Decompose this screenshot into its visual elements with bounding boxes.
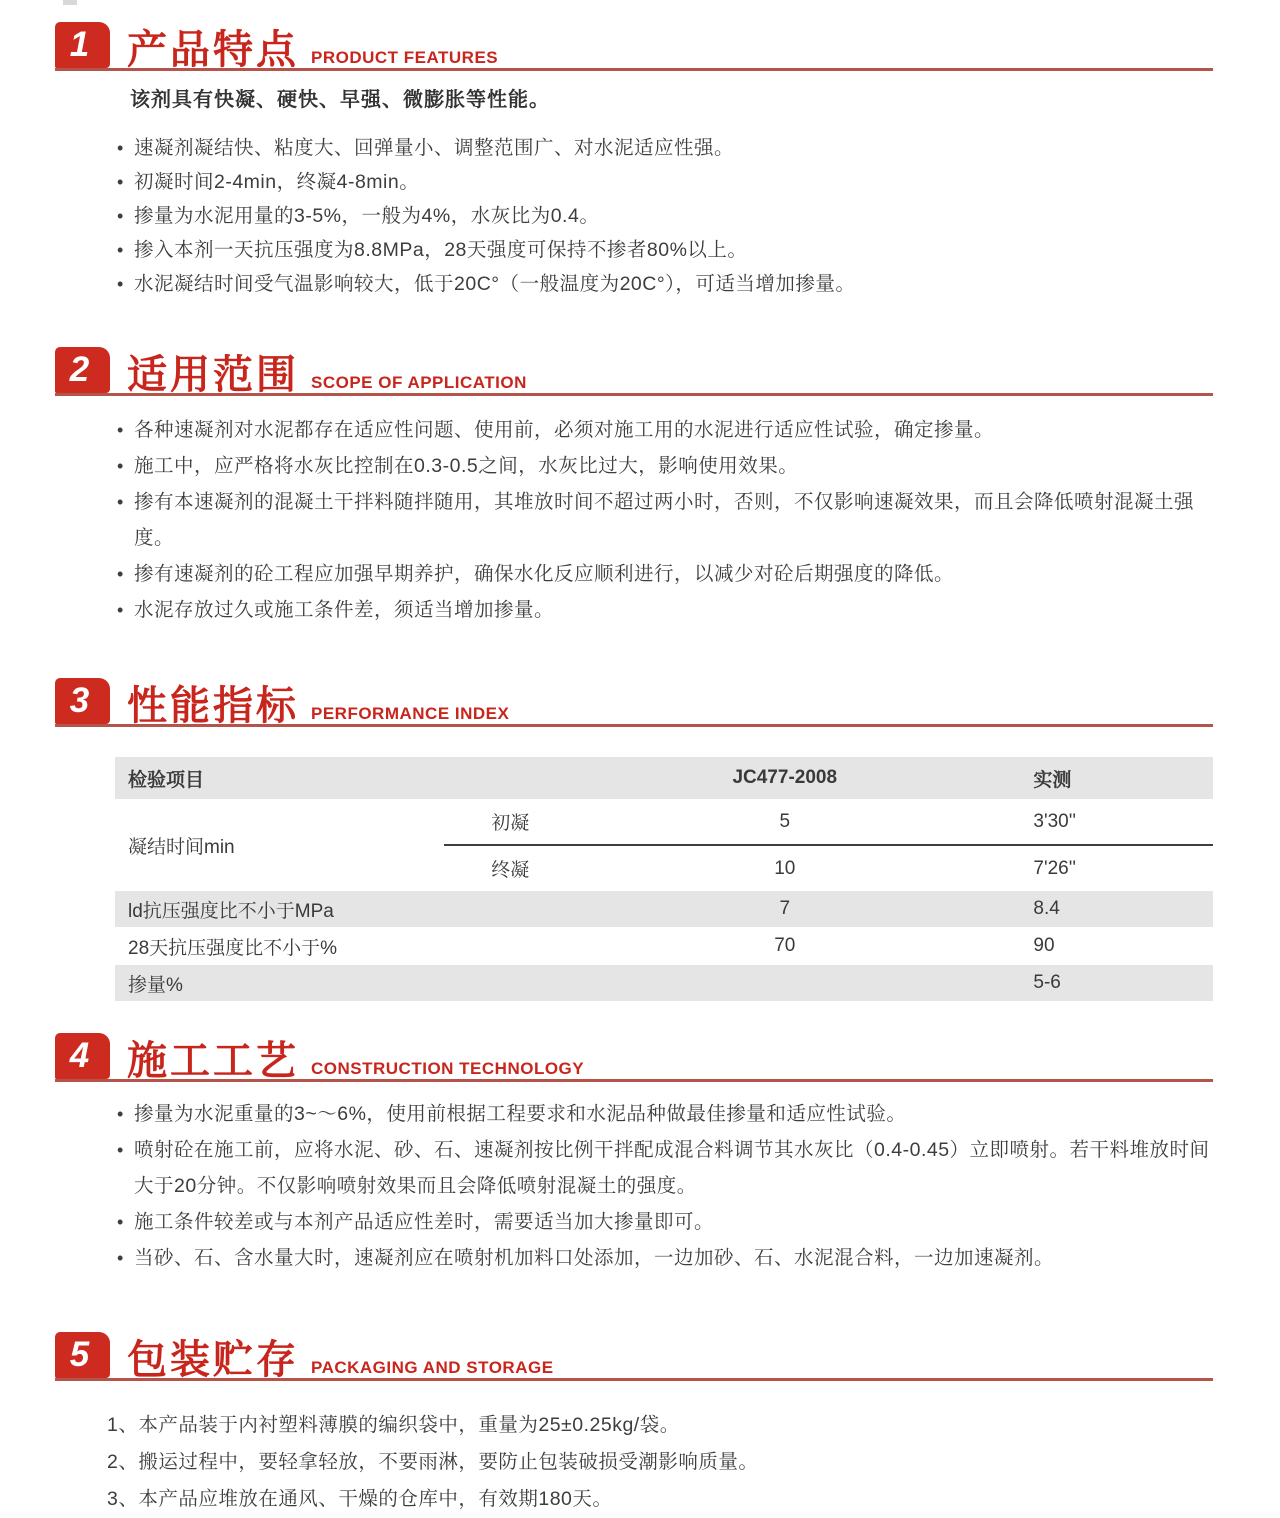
- table-header-cell: 检验项目: [128, 769, 205, 791]
- table-cell: [576, 965, 993, 1001]
- table-cell: 7'26'': [993, 845, 1213, 891]
- section-number-badge: 4: [55, 1033, 110, 1079]
- list-item: • 施工中，应严格将水灰比控制在0.3-0.5之间，水灰比过大，影响使用效果。: [115, 448, 1213, 484]
- section-header: [55, 347, 1213, 396]
- list-item: • 掺有本速凝剂的混凝土干拌料随拌随用，其堆放时间不超过两小时，否则，不仅影响速凝效果，而且会降低喷射混凝土强度。: [115, 484, 1213, 556]
- section-number-badge: 2: [55, 347, 110, 393]
- section-header: [55, 22, 1213, 71]
- list-item: • 初凝时间2-4min，终凝4-8min。: [115, 165, 1213, 199]
- table-cell: 掺量%: [128, 974, 183, 996]
- table-header-row: [115, 757, 1213, 799]
- table-cell: 5: [779, 810, 791, 832]
- section-title-en: CONSTRUCTION TECHNOLOGY: [311, 1059, 585, 1078]
- numbered-list: [107, 1407, 1213, 1518]
- section-title-zh: 性能指标: [127, 684, 299, 728]
- table-row: [115, 965, 1213, 1001]
- section-title-en: SCOPE OF APPLICATION: [311, 373, 527, 392]
- table-row: [115, 927, 1213, 965]
- bullet-list: [115, 412, 1213, 628]
- table-row: [115, 891, 1213, 927]
- section-header: [55, 678, 1213, 727]
- list-item: • 掺有速凝剂的砼工程应加强早期养护，确保水化反应顺利进行，以减少对砼后期强度的降低。: [115, 556, 1213, 592]
- list-item: • 当砂、石、含水量大时，速凝剂应在喷射机加料口处添加，一边加砂、石、水泥混合料，一边加速凝剂。: [115, 1240, 1213, 1276]
- list-item: • 掺入本剂一天抗压强度为8.8MPa，28天强度可保持不掺者80%以上。: [115, 233, 1213, 267]
- list-item: • 喷射砼在施工前，应将水泥、砂、石、速凝剂按比例干拌配成混合料调节其水灰比（0.4-0.45）立即喷射。若干料堆放时间大于20分钟。不仅影响喷射效果而且会降低喷射混凝土的强度。: [115, 1132, 1213, 1204]
- section-intro: 该剂具有快凝、硬快、早强、微膨胀等性能。: [130, 89, 550, 111]
- table-cell: ld抗压强度比不小于MPa: [128, 900, 334, 922]
- list-item: • 水泥存放过久或施工条件差，须适当增加掺量。: [115, 592, 1213, 628]
- table-cell: 8.4: [1033, 898, 1060, 919]
- list-item: • 速凝剂凝结快、粘度大、回弹量小、调整范围广、对水泥适应性强。: [115, 131, 1213, 165]
- performance-table: [115, 757, 1213, 1001]
- section-title-zh: 产品特点: [127, 28, 299, 72]
- list-item: • 掺量为水泥重量的3~～6%，使用前根据工程要求和水泥品种做最佳掺量和适应性试验。: [115, 1096, 1213, 1132]
- table-cell: [444, 965, 576, 1001]
- section-product-features: [55, 22, 1213, 301]
- bullet-list: [115, 1096, 1213, 1276]
- section-title-zh: 包装贮存: [127, 1338, 299, 1382]
- table-cell: 70: [774, 935, 796, 956]
- bullet-list: [115, 131, 1213, 301]
- scan-artifact: [63, 0, 77, 5]
- list-item: • 掺量为水泥用量的3-5%，一般为4%，水灰比为0.4。: [115, 199, 1213, 233]
- section-title-zh: 适用范围: [127, 353, 299, 397]
- table-cell: [444, 927, 576, 965]
- table-header-cell: 实测: [1033, 769, 1072, 791]
- section-title-en: PACKAGING AND STORAGE: [311, 1358, 554, 1377]
- section-packaging-and-storage: [55, 1332, 1213, 1518]
- section-scope-of-application: [55, 347, 1213, 628]
- section-number-badge: 1: [55, 22, 110, 68]
- table-cell: 90: [1033, 935, 1055, 956]
- section-construction-technology: [55, 1033, 1213, 1276]
- table-header-cell: [444, 757, 576, 799]
- table-cell: 初凝: [491, 813, 530, 834]
- table-cell: [444, 891, 576, 927]
- table-cell: 3'30'': [1033, 810, 1076, 832]
- list-item: • 各种速凝剂对水泥都存在适应性问题、使用前，必须对施工用的水泥进行适应性试验，确定掺量。: [115, 412, 1213, 448]
- section-title-en: PRODUCT FEATURES: [311, 48, 499, 67]
- table-cell: 凝结时间min: [128, 836, 235, 858]
- table-cell: 28天抗压强度比不小于%: [128, 937, 338, 959]
- table-cell: 7: [779, 898, 791, 919]
- table-header-cell: JC477-2008: [732, 767, 838, 788]
- table-row: [115, 799, 1213, 845]
- list-item: 1、本产品装于内衬塑料薄膜的编织袋中，重量为25±0.25kg/袋。: [107, 1414, 680, 1436]
- list-item: • 水泥凝结时间受气温影响较大，低于20C°（一般温度为20C°），可适当增加掺量。: [115, 267, 1213, 301]
- list-item: 3、本产品应堆放在通风、干燥的仓库中，有效期180天。: [107, 1488, 613, 1510]
- table-cell: 终凝: [444, 845, 576, 891]
- list-item: • 施工条件较差或与本剂产品适应性差时，需要适当加大掺量即可。: [115, 1204, 1213, 1240]
- list-item: 2、搬运过程中，要轻拿轻放，不要雨淋，要防止包装破损受潮影响质量。: [107, 1451, 759, 1473]
- section-header: [55, 1033, 1213, 1082]
- section-number-badge: 3: [55, 678, 110, 724]
- section-title-zh: 施工工艺: [127, 1039, 299, 1083]
- section-title-en: PERFORMANCE INDEX: [311, 704, 510, 723]
- table-cell: 10: [576, 845, 993, 891]
- section-header: [55, 1332, 1213, 1381]
- table-cell: 5-6: [1033, 972, 1061, 993]
- section-number-badge: 5: [55, 1332, 110, 1378]
- section-performance-index: [55, 678, 1213, 1001]
